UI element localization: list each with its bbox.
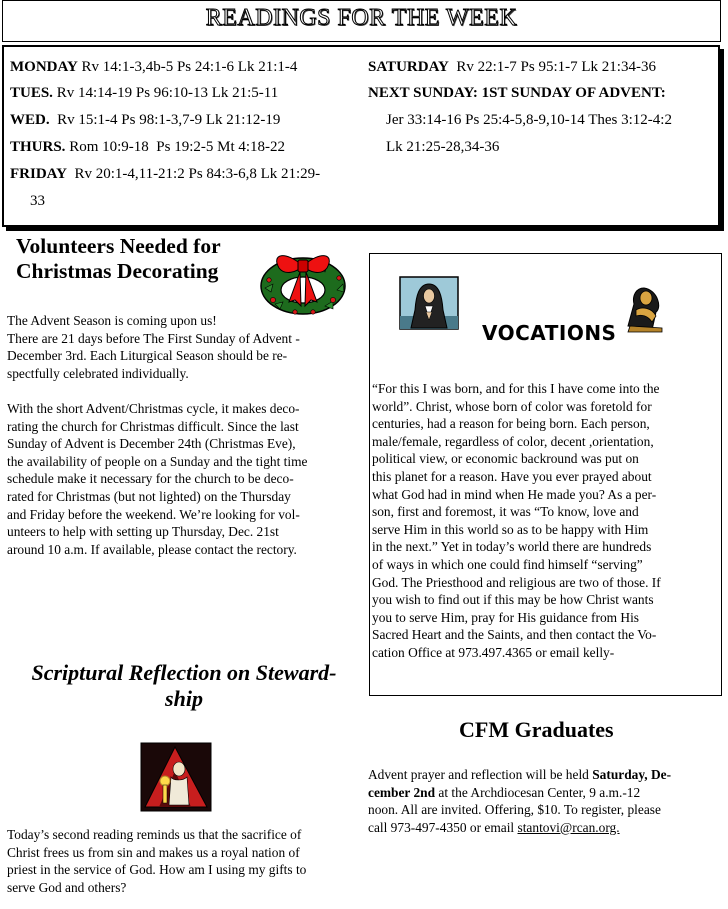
reading-next-sunday-line1: Jer 33:14-16 Ps 25:4-5,8-9,10-14 Thes 3:12-4:2 (386, 112, 672, 128)
cfm-text: Advent prayer and reflection will be held (368, 767, 593, 782)
volunteers-line: rated for Christmas (but not lighted) on the Thursday (7, 488, 291, 504)
reading-refs: Rom 10:9-18 Ps 19:2-5 Mt 4:18-22 (65, 139, 286, 155)
volunteers-title-line1: Volunteers Needed for (16, 234, 221, 258)
cfm-line3: noon. All are invited. Offering, $10. To register, please (368, 802, 661, 818)
stewardship-line: priest in the service of God. How am I using my gifts to (7, 862, 307, 878)
stewardship-line: serve God and others? (7, 879, 127, 895)
reading-day: FRIDAY (10, 166, 67, 182)
wreath-icon (255, 246, 351, 318)
stewardship-line: Christ frees us from sin and makes us a royal nation of (7, 844, 300, 860)
volunteers-line: There are 21 days before The First Sunday of Advent - (7, 330, 300, 346)
reading-tuesday (10, 84, 278, 102)
volunteers-line: unteers to help with setting up Thursday, Dec. 21st (7, 524, 279, 540)
reading-day: NEXT SUNDAY: 1ST SUNDAY OF ADVENT: (368, 85, 666, 101)
volunteers-line: With the short Advent/Christmas cycle, it makes deco- (7, 400, 300, 416)
reading-day: WED. (10, 112, 50, 128)
cfm-date-bold: cember 2nd (368, 784, 436, 800)
cfm-body (368, 766, 722, 836)
stewardship-title-line1: Scriptural Reflection on Steward- (31, 660, 337, 685)
volunteers-line: The Advent Season is coming upon us! (7, 313, 217, 328)
cfm-text: at the Archdiocesan Center, 9 a.m.-12 (435, 784, 641, 800)
cfm-date-bold: Saturday, De- (592, 767, 672, 782)
volunteers-line: spectfully celebrated individually. (7, 365, 189, 381)
volunteers-line: schedule make it necessary for the church to be deco- (7, 471, 294, 487)
reading-day: SATURDAY (368, 59, 449, 75)
vocations-line: you wish to find out if this may be how Christ wants (372, 592, 654, 608)
reading-refs: Rv 20:1-4,11-21:2 Ps 84:3-6,8 Lk 21:29- (66, 166, 321, 182)
volunteers-line: Sunday of Advent is December 24th (Christmas Eve), (7, 436, 296, 452)
cfm-line4 (368, 819, 722, 837)
readings-box (2, 45, 720, 227)
volunteers-title-line2: Christmas Decorating (16, 259, 219, 283)
praying-figure-icon (622, 282, 668, 334)
page-title: READINGS FOR THE WEEK (205, 5, 518, 31)
reading-refs: Rv 22:1-7 Ps 95:1-7 Lk 21:34-36 (448, 59, 656, 75)
vocations-line: world”. Christ, whose born of color was foretold for (372, 398, 652, 414)
vocations-line: political view, or economic backround was put on (372, 451, 639, 467)
reading-next-sunday-line2: Lk 21:25-28,34-36 (386, 139, 500, 155)
reading-monday (10, 58, 297, 76)
vocations-line: cation Office at 973.497.4365 or email kelly- (372, 644, 615, 660)
stewardship-clipart-icon (139, 741, 213, 813)
reading-wednesday (10, 111, 280, 129)
cfm-title: CFM Graduates (459, 717, 614, 742)
reading-refs: Rv 14:1-3,4b-5 Ps 24:1-6 Lk 21:1-4 (77, 59, 298, 75)
reading-saturday (368, 58, 656, 76)
stewardship-body (7, 826, 359, 896)
vocations-line: you to serve Him, pray for His guidance from His (372, 609, 640, 625)
stewardship-title (8, 660, 360, 712)
reading-next-sunday (368, 84, 666, 102)
vocations-line: God. The Priesthood and religious are two of those. If (372, 574, 661, 590)
vocations-title: VOCATIONS (482, 321, 617, 345)
reading-refs: Rv 14:14-19 Ps 96:10-13 Lk 21:5-11 (52, 85, 279, 101)
reading-friday-cont: 33 (30, 193, 45, 209)
reading-day: THURS. (10, 139, 66, 155)
vocations-line: of ways in which one could find himself “serving” (372, 556, 643, 572)
volunteers-title (16, 234, 221, 284)
reading-day: TUES. (10, 85, 53, 101)
cfm-line2 (368, 784, 722, 802)
volunteers-line: the availability of people on a Sunday and the tight time (7, 453, 308, 469)
stewardship-title-line2: ship (165, 686, 203, 711)
volunteers-body (7, 312, 359, 558)
volunteers-line (7, 382, 359, 400)
reading-friday (10, 165, 320, 183)
vocations-body (372, 380, 720, 662)
volunteers-line: around 10 a.m. If available, please contact the rectory. (7, 541, 297, 557)
volunteers-line: and Friday before the weekend. We’re looking for vol- (7, 506, 300, 522)
vocations-line: this planet for a reason. Have you ever prayed about (372, 468, 652, 484)
reading-day: MONDAY (10, 59, 78, 75)
header-banner (2, 0, 721, 42)
reading-thursday (10, 138, 285, 156)
vocations-line: “For this I was born, and for this I have come into the (372, 381, 660, 396)
vocations-line: centuries, had a reason for being born. Each person, (372, 416, 650, 432)
cfm-line1 (368, 766, 722, 784)
vocations-line: Sacred Heart and the Saints, and then contact the Vo- (372, 627, 657, 643)
volunteers-line: rating the church for Christmas difficult. Since the last (7, 418, 299, 434)
volunteers-line: December 3rd. Each Liturgical Season should be re- (7, 348, 288, 364)
vocations-line: what God had in mind when He made you? As a per- (372, 486, 657, 502)
vocations-line: son, first and foremost, it was “To know, love and (372, 504, 639, 520)
cfm-email-link[interactable]: stantovi@rcan.org. (517, 819, 620, 835)
vocations-line: serve Him in this world so as to be happy with Him (372, 521, 649, 537)
vocations-line: in the next.” Yet in today’s world there are hundreds (372, 539, 652, 555)
reading-refs: Rv 15:1-4 Ps 98:1-3,7-9 Lk 21:12-19 (49, 112, 281, 128)
cfm-text: call 973-497-4350 or email (368, 819, 518, 835)
praying-nun-icon (399, 276, 459, 330)
vocations-line: male/female, regardless of color, decent ,orientation, (372, 433, 654, 449)
stewardship-line: Today’s second reading reminds us that the sacrifice of (7, 827, 302, 842)
